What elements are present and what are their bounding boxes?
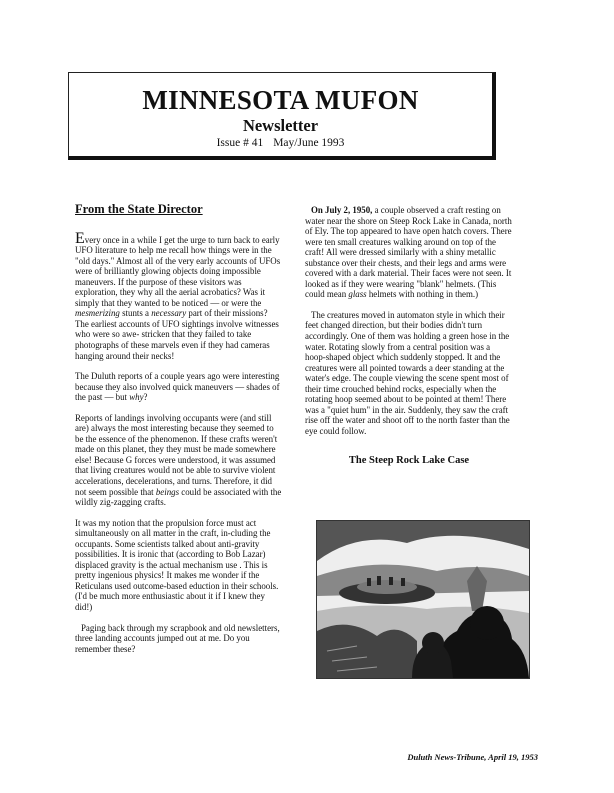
newsletter-title: MINNESOTA MUFON	[142, 85, 419, 115]
emphasis-necessary: necessary	[151, 308, 187, 319]
paragraph-2-end: ?	[143, 392, 148, 403]
case-heading: The Steep Rock Lake Case	[348, 455, 470, 467]
illustration-drawing	[317, 521, 529, 678]
paragraph-steep-rock-1-text: a couple observed a craft resting on water near the shore on Steep Rock Lake in Canada, north of Ely. The top appeared to have open hatch covers. There were ten small creatures walking around on top of the craft! All were dressed similarly with a shiny metallic substance over their chests, and their legs and arms were covered with a dark material. Their faces were not seen. It looked as if they were wearing "blank" helmets. (This could mean	[305, 205, 512, 300]
paragraph-4: It was my notion that the propulsion force must act simultaneously on all matter in the craft, in-cluding the occupants. Some scientists talked about anti-gravity possibilities. It is ironic that (according to Bob Lazar) displaced gravity is the actual mechanism use . This is pretty ingenious physics! It makes me wonder if the Reticulans used outcome-based eduction in their schools. (I'd be much more enthusiastic about it if I knew they did!)	[75, 517, 279, 612]
paragraph-1-text: very once in a while I get the urge to turn back to early UFO literature to help me recall how things were in the "old days." Almost all of the very early accounts of UFOs were of brilliantly glowing objects doing impossible maneuvers. If the purpose of these visitors was exploration, they why all the aerial acrobatics? Was it simply that they wanted to be noticed — or were the	[75, 234, 281, 308]
right-column	[305, 205, 513, 467]
paragraph-steep-rock-2: The creatures moved in automaton style in which their feet changed direction, but their bodies didn't turn accordingly. One of them was holding a green hose in the water. Rotating slowly from a central position was a hoop-shaped object which suddenly stopped. It and the creatures were all pointed towards a deer standing at the water's edge. The couple viewing the scene spent most of their time crouched behind rocks, especially when the rotating hoop seemed about to be pointed at them! There was a "quiet hum" in the air. Suddenly, they saw the craft rise off the water and shoot off to the north faster than the eye could follow.	[305, 309, 510, 436]
paragraph-2-text: The Duluth reports of a couple years ago were interesting because they also involved quick maneuvers — shades of the past — but	[75, 371, 280, 403]
issue-line	[69, 137, 492, 149]
paragraph-1-end: part of their missions? The earliest accounts of UFO sightings involve witnesses who were so awe- stricken that they failed to take photographs of these marvels even if they had cameras hanging around their necks!	[75, 308, 279, 361]
paragraph-1	[75, 229, 283, 362]
issue-number: Issue # 41	[216, 137, 264, 150]
paragraph-steep-rock-1	[305, 205, 513, 300]
paragraph-2	[75, 371, 283, 403]
section-heading-state-director: From the State Director	[75, 202, 203, 216]
drop-cap: E	[75, 229, 85, 247]
figure-caption: Duluth News-Tribune, April 19, 1953	[407, 752, 538, 762]
newsletter-subtitle: Newsletter	[242, 116, 319, 136]
paragraph-steep-rock-1-end: helmets with nothing in them.)	[366, 289, 479, 300]
emphasis-beings: beings	[155, 486, 180, 497]
paragraph-3-end: could be associated with the wildly zig-zagging crafts.	[75, 486, 282, 508]
issue-date: May/June 1993	[273, 137, 345, 150]
date-lead: On July 2, 1950,	[311, 205, 373, 215]
paragraph-5: Paging back through my scrapbook and old newsletters, three landing accounts jumped out at me. Do you remember these?	[75, 622, 280, 654]
paragraph-3	[75, 413, 283, 508]
emphasis-mesmerizing: mesmerizing	[75, 308, 120, 319]
emphasis-glass: glass	[348, 289, 367, 300]
paragraph-3-text: Reports of landings involving occupants were (and still are) always the most interesting because they seemed to be the essence of the phenomenon. If these crafts weren't made on this planet, they they must be made somewhere else! Because G forces were understood, it was assumed that living creatures would not be able to survive violent accelerations, decelerations, and turns. Therefore, it did not seem possible that	[75, 412, 278, 497]
steep-rock-illustration	[316, 520, 530, 679]
emphasis-why: why	[129, 392, 144, 403]
paragraph-1-mid: stunts a	[119, 308, 152, 319]
masthead	[68, 72, 496, 160]
left-column	[75, 203, 283, 664]
